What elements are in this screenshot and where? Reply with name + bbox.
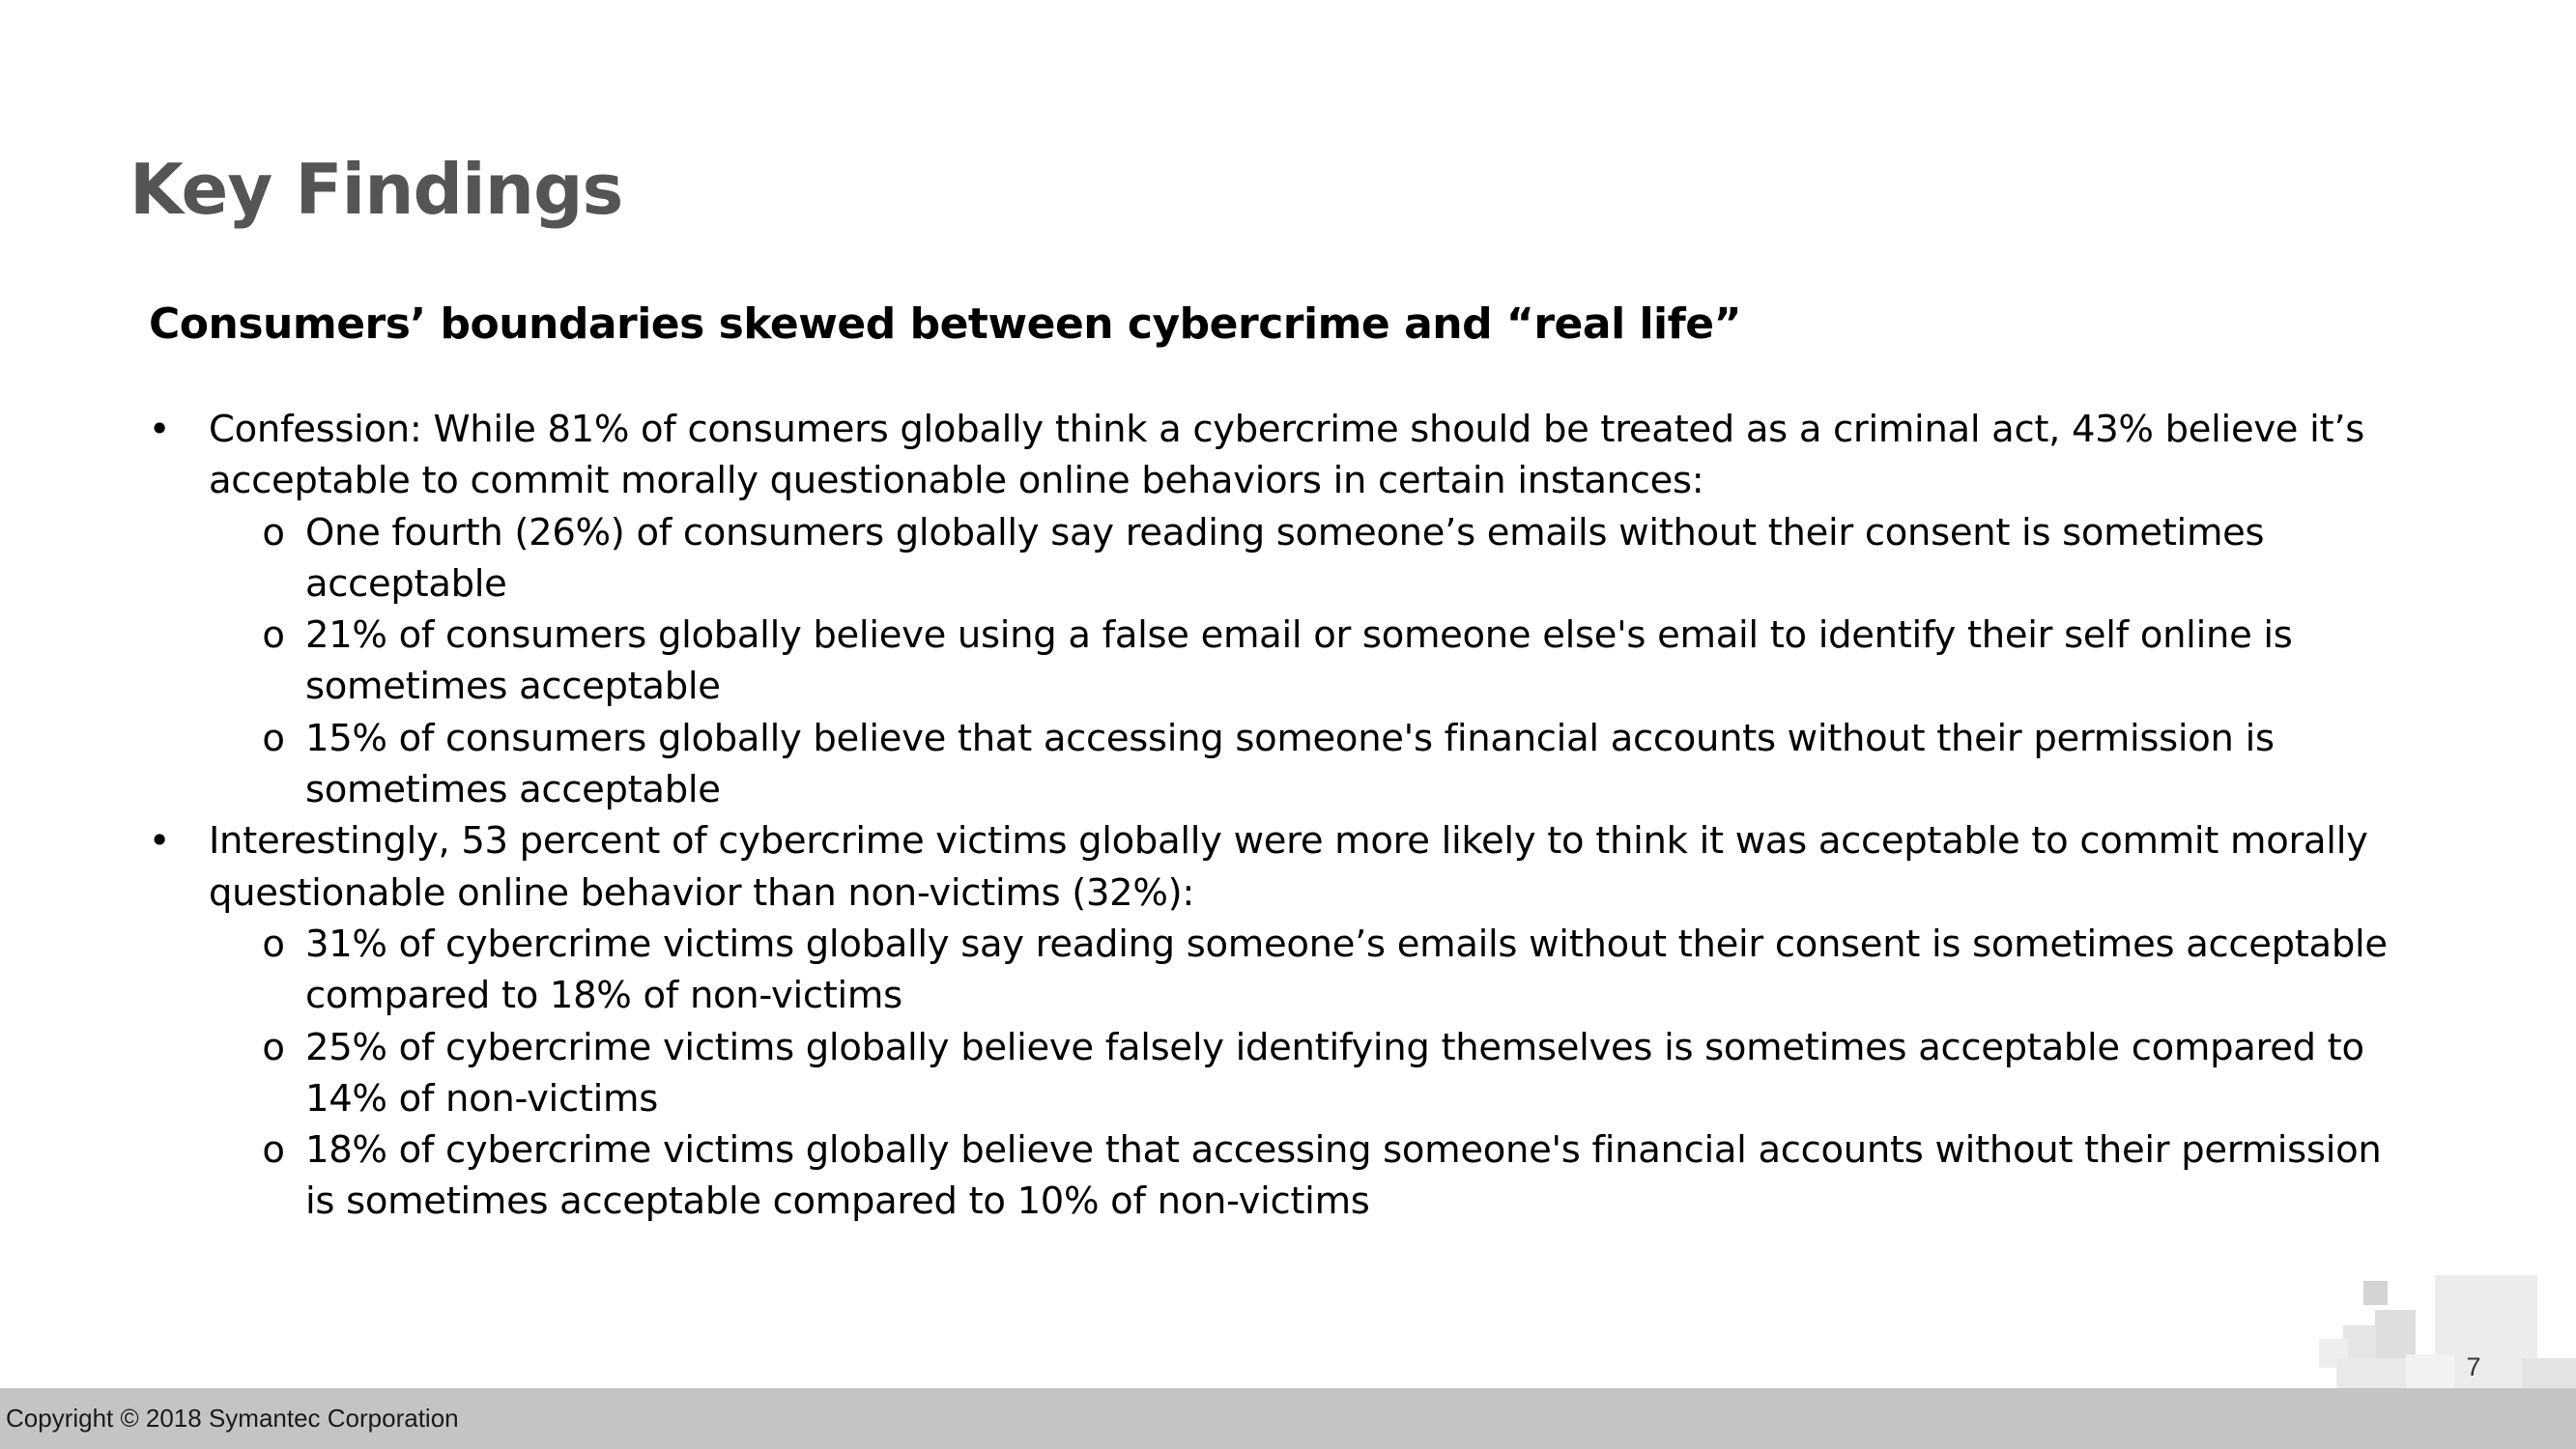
- bullet-text: Confession: While 81% of consumers globally think a cybercrime should be treated as a criminal act, 43% believe it’s acceptable to commit morally questionable online behaviors in certain instances:: [209, 408, 2365, 503]
- sub-bullet-item: [209, 610, 2416, 713]
- bullet-item: [145, 815, 2416, 919]
- slide-title: Key Findings: [129, 149, 623, 230]
- sub-bullet-item: [209, 713, 2416, 816]
- sub-bullet-marker: o: [262, 510, 285, 554]
- page-number: 7: [2466, 1352, 2481, 1381]
- sub-bullet-text: 21% of consumers globally believe using a false email or someone else's email to identify their self online is sometimes acceptable: [305, 613, 2293, 709]
- sub-bullet-item: [209, 507, 2416, 611]
- bullet-item: [145, 404, 2416, 507]
- slide-subtitle: Consumers’ boundaries skewed between cybercrime and “real life”: [149, 299, 1742, 349]
- sub-bullet-marker: o: [262, 716, 285, 760]
- sub-bullet-text: 31% of cybercrime victims globally say reading someone’s emails without their consent is sometimes acceptable compared to 18% of non-victims: [305, 922, 2388, 1018]
- bullet-text: Interestingly, 53 percent of cybercrime victims globally were more likely to think it was acceptable to commit morally questionable online behavior than non-victims (32%):: [209, 819, 2368, 915]
- decorative-squares: [2309, 1275, 2576, 1388]
- footer-bar: [0, 1388, 2576, 1449]
- sub-bullet-text: 18% of cybercrime victims globally believe that accessing someone's financial accounts without their permission is sometimes acceptable compared to 10% of non-victims: [305, 1128, 2382, 1224]
- bullet-marker: •: [148, 819, 171, 864]
- copyright-text: Copyright © 2018 Symantec Corporation: [6, 1404, 459, 1433]
- sub-bullet-marker: o: [262, 613, 285, 658]
- sub-bullet-item: [209, 919, 2416, 1022]
- sub-bullet-text: One fourth (26%) of consumers globally say reading someone’s emails without their consent is sometimes acceptable: [305, 510, 2265, 606]
- sub-bullet-text: 15% of consumers globally believe that accessing someone's financial accounts without their permission is sometimes acceptable: [305, 716, 2275, 812]
- sub-bullet-text: 25% of cybercrime victims globally believe falsely identifying themselves is sometimes acceptable compared to 14% of non-victims: [305, 1025, 2364, 1121]
- bullet-list: [145, 404, 2416, 1228]
- sub-bullet-item: [209, 1124, 2416, 1228]
- sub-bullet-marker: o: [262, 1128, 285, 1173]
- sub-bullet-marker: o: [262, 1025, 285, 1069]
- bullet-marker: •: [148, 408, 171, 451]
- sub-bullet-marker: o: [262, 922, 285, 966]
- sub-bullet-item: [209, 1022, 2416, 1125]
